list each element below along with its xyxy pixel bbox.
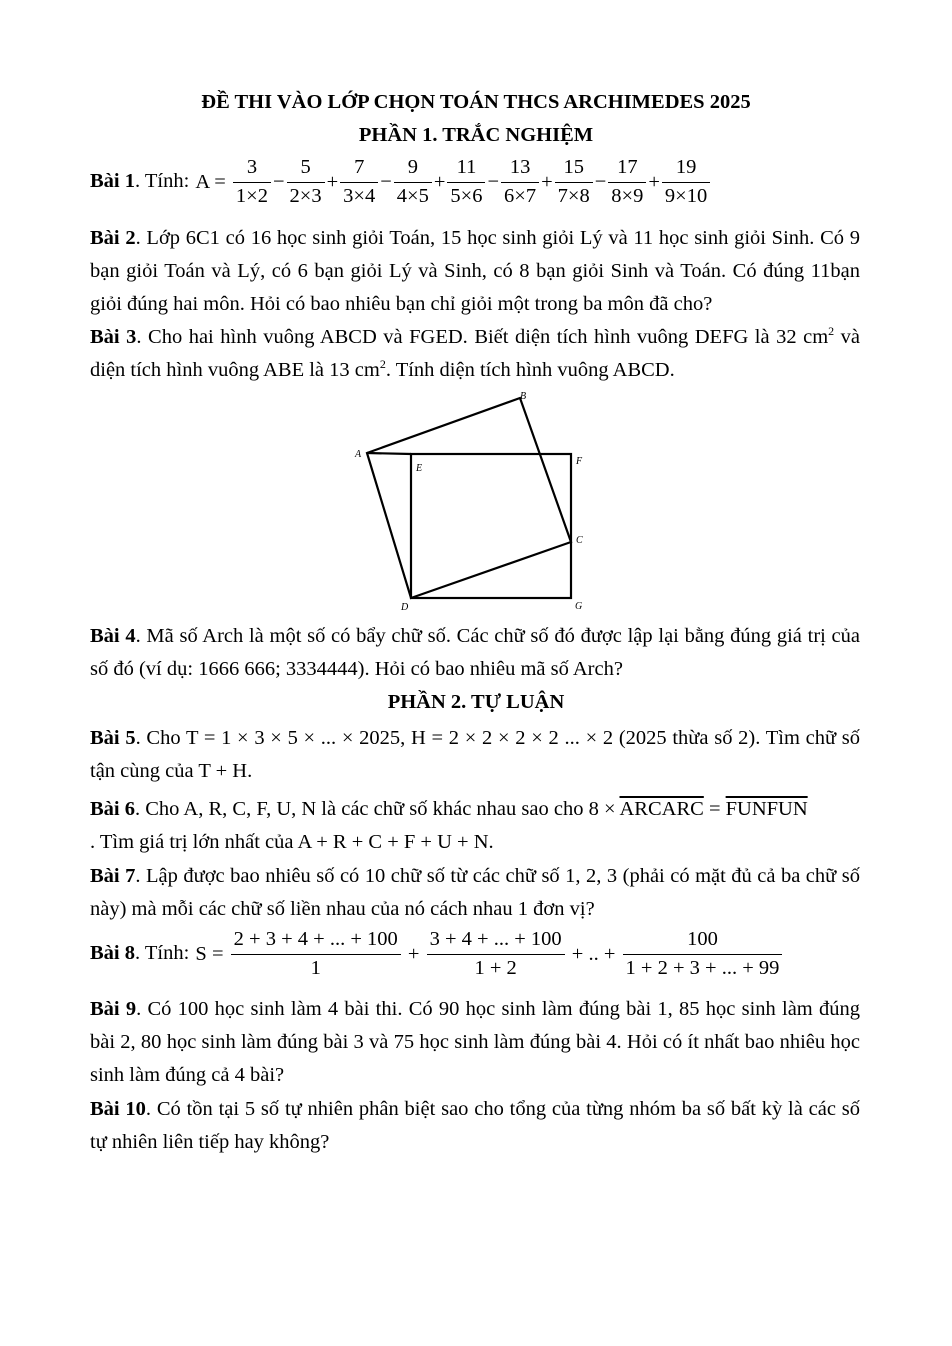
operator: − <box>487 170 500 193</box>
problem-label: Bài 3 <box>90 326 137 348</box>
fraction: $\frac{7}{3\times 4}$ <box>340 156 378 208</box>
fraction: $\frac{5}{2\times 3}$ <box>287 156 325 208</box>
problem-label: Bài 5 <box>90 727 136 749</box>
fraction: $\frac{13}{6\times 7}$ <box>501 156 539 208</box>
problem-text: . Cho T = 1 × 3 × 5 × ... × 2025, H = 2 × 2 × 2 × 2 ... × 2 (2025 thừa số 2). Tìm chữ số tận cùng của T + H. <box>90 727 861 782</box>
operator: + <box>433 170 446 193</box>
problem-label: Bài 4 <box>90 625 136 647</box>
problem-text: . Lớp 6C1 có 16 học sinh giỏi Toán, 15 học sinh giỏi Lý và 11 học sinh giỏi Sinh. Có 9 bạn giỏi Toán và Lý, có 6 bạn giỏi Lý và Sinh, có 8 bạn giỏi Sinh và Toán. Có đúng 11bạn giỏi đúng hai môn. Hỏi có bao nhiêu bạn chỉ giỏi một trong ba môn đã cho? <box>90 227 861 315</box>
problem-8: Bài 8. Tính: S = $\frac{2 + 3 + 4 + ... + 100}{1}$ + $\frac{3 + 4 + ... + 100}{1 + 2}$ + .. + $\frac{100}{1 + 2 + 3 + ... + 99}$ <box>90 928 783 980</box>
equals-sign: = <box>703 798 726 820</box>
overlined-number: ARCARC <box>619 798 704 820</box>
problem-label: Bài 9 <box>90 998 137 1020</box>
operator: + <box>541 170 553 193</box>
problem-label: Bài 6 <box>90 798 135 820</box>
operator: + <box>648 170 660 193</box>
fraction: $\frac{19}{9\times 10}$ <box>662 156 710 208</box>
point-label-f: F <box>576 456 583 467</box>
problem-text: . Tìm giá trị lớn nhất của A + R + C + F + U + N. <box>90 831 494 853</box>
problem-label: Bài 10 <box>90 1098 146 1120</box>
fraction: $\frac{9}{4\times 5}$ <box>394 156 432 208</box>
equation-lhs: A = <box>195 170 226 193</box>
point-label-e: E <box>416 463 423 474</box>
fraction: $\frac{11}{5\times 6}$ <box>447 156 485 208</box>
operator: − <box>594 170 607 193</box>
problem-text: . Cho hai hình vuông ABCD và FGED. Biết diện tích hình vuông DEFG là 32 cm <box>136 326 829 348</box>
section-heading-part1: PHẦN 1. TRẮC NGHIỆM <box>358 124 594 146</box>
problem-text: . Tính: <box>135 941 195 964</box>
problem-label: Bài 8 <box>90 941 135 964</box>
point-label-g: G <box>575 601 583 612</box>
operator: − <box>272 170 285 193</box>
point-label-d: D <box>401 602 409 613</box>
problem-3 <box>90 321 860 387</box>
problem-text: . Có 100 học sinh làm 4 bài thi. Có 90 học sinh làm đúng bài 1, 85 học sinh làm đúng bài 2, 80 học sinh làm đúng bài 3 và 75 học sinh làm đúng bài 4. Hỏi có ít nhất bao nhiêu học sinh làm đúng cả 4 bài? <box>90 998 860 1086</box>
problem-6 <box>90 793 860 859</box>
superscript: 2 <box>828 324 835 339</box>
fraction: $\frac{3}{1\times 2}$ <box>233 156 271 208</box>
problem-4 <box>90 620 860 686</box>
problem-text: . Tính: <box>135 169 195 192</box>
problem-1 <box>90 156 711 208</box>
square-abcd <box>367 398 571 598</box>
point-label-b: B <box>520 391 527 402</box>
problem-text: . Lập được bao nhiêu số có 10 chữ số từ các chữ số 1, 2, 3 (phải có mặt đủ cả ba chữ số này) mà mỗi các chữ số liền nhau của nó cách nhau 1 đơn vị? <box>90 865 860 920</box>
problem-label: Bài 1 <box>90 169 135 192</box>
operator: + <box>326 170 339 193</box>
problem-9 <box>90 993 860 1092</box>
problem-text: . Tính diện tích hình vuông ABCD. <box>385 359 675 381</box>
problem-2 <box>90 222 860 321</box>
problem-10 <box>90 1093 860 1159</box>
problem-label: Bài 2 <box>90 227 136 249</box>
problem-5 <box>90 722 860 788</box>
segment-ae <box>367 453 411 454</box>
problem-7 <box>90 860 860 926</box>
geometry-figure <box>340 385 600 620</box>
problem-label: Bài 7 <box>90 865 136 887</box>
point-label-c: C <box>576 535 583 546</box>
problem-text: . Có tồn tại 5 số tự nhiên phân biệt sao cho tổng của từng nhóm ba số bất kỳ là các số tự nhiên liên tiếp hay không? <box>90 1098 860 1153</box>
fraction-series <box>232 156 711 207</box>
fraction: $\frac{17}{8\times 9}$ <box>608 156 646 208</box>
problem-text: . Cho A, R, C, F, U, N là các chữ số khác nhau sao cho 8 × <box>135 798 620 820</box>
problem-text: . Mã số Arch là một số có bẩy chữ số. Các chữ số đó được lập lại bằng đúng giá trị của số đó (ví dụ: 1666 666; 3334444). Hỏi có bao nhiêu mã số Arch? <box>90 625 861 680</box>
operator: − <box>380 170 392 193</box>
overlined-number: FUNFUN <box>725 798 808 820</box>
exam-title: ĐỀ THI VÀO LỚP CHỌN TOÁN THCS ARCHIMEDES 2025 <box>201 91 751 113</box>
section-heading-part2: PHẦN 2. TỰ LUẬN <box>387 691 565 713</box>
superscript: 2 <box>379 357 386 372</box>
fraction: $\frac{100}{1 + 2 + 3 + ... + 99}$ <box>623 928 783 980</box>
equation-lhs: S = <box>195 942 224 965</box>
fraction: $\frac{2 + 3 + 4 + ... + 100}{1}$ <box>231 928 401 980</box>
problem-text: và diện tích hình vuông ABE là 13 cm <box>90 326 860 381</box>
fraction: $\frac{15}{7\times 8}$ <box>555 156 593 208</box>
fraction: $\frac{3 + 4 + ... + 100}{1 + 2}$ <box>427 928 565 980</box>
point-label-a: A <box>355 449 362 460</box>
